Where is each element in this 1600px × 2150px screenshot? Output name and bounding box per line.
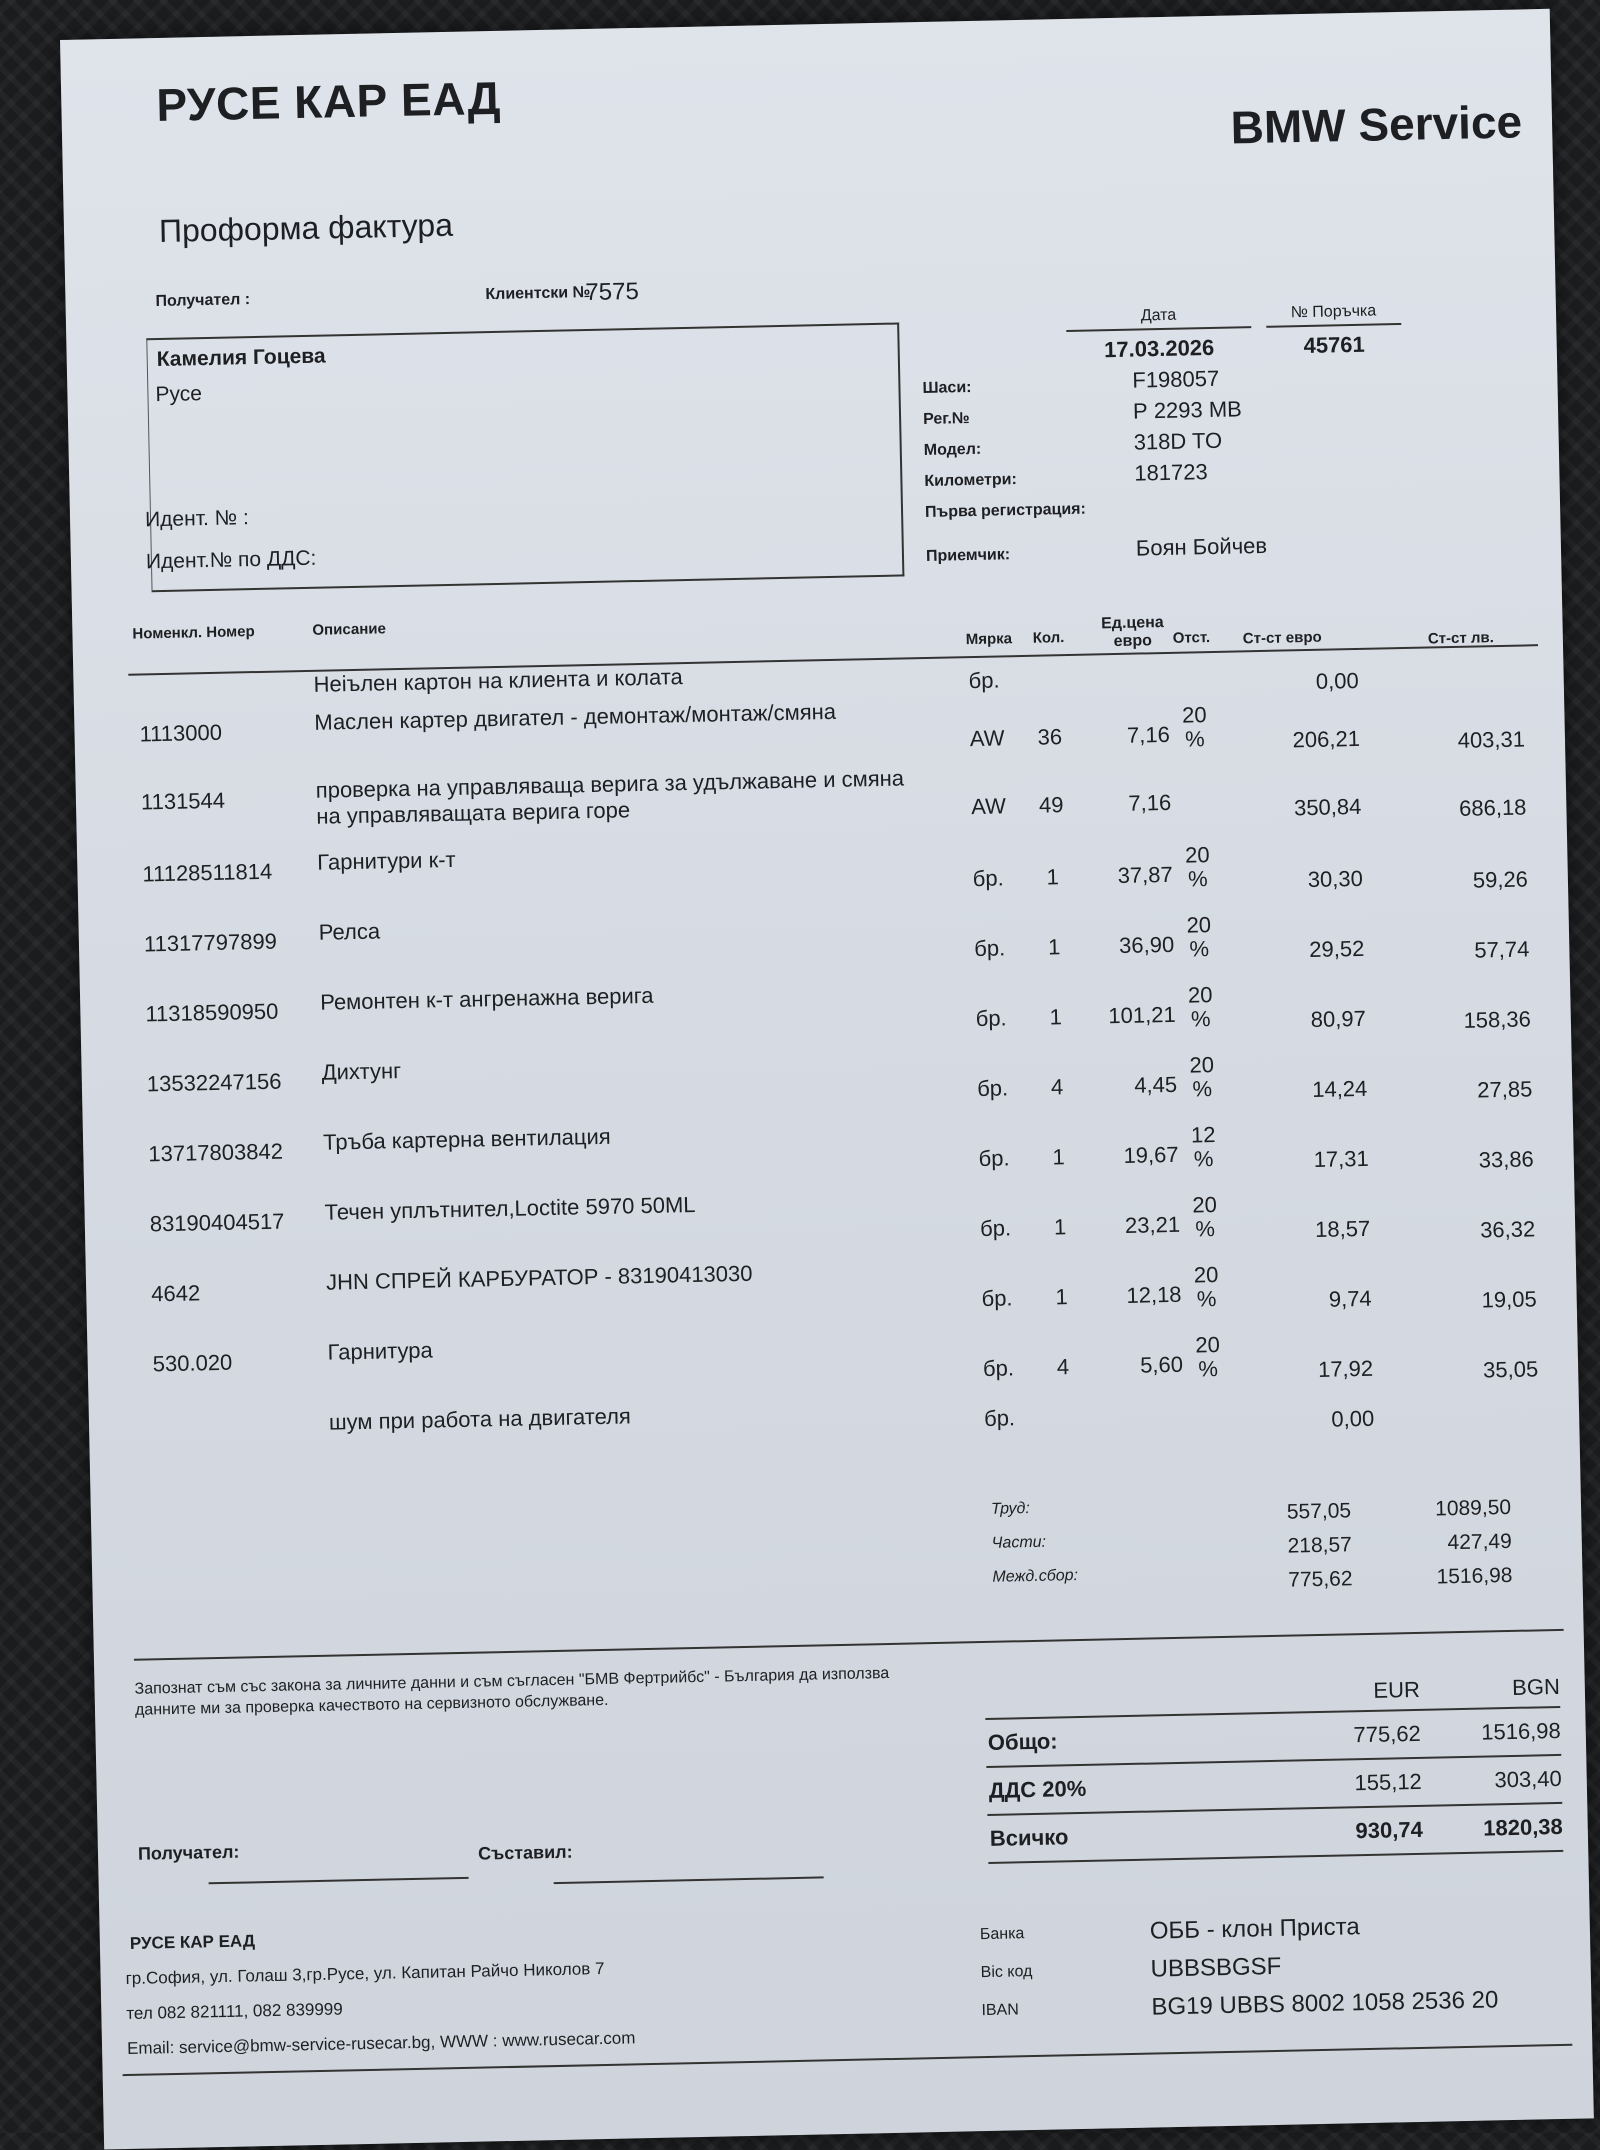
discount — [1189, 1403, 1229, 1428]
iban-label: IBAN — [981, 2001, 1019, 2020]
discount-percent-sign: % — [1198, 1356, 1219, 1382]
brand-title: BMW Service — [1230, 95, 1523, 154]
recipient-name: Камелия Гоцева — [156, 344, 326, 372]
summary-eur: 218,57 — [1287, 1533, 1353, 1558]
unit: бр. — [978, 1145, 1010, 1172]
part-number: 4642 — [151, 1280, 201, 1307]
totals-label: Общо: — [987, 1728, 1058, 1755]
document-title: Проформа фактура — [158, 206, 454, 249]
discount — [1176, 771, 1216, 796]
col-unit: Мярка — [965, 630, 1013, 649]
summary-bgn: 427,49 — [1447, 1529, 1513, 1555]
discount — [1183, 1123, 1224, 1172]
discount-percent-sign: % — [1190, 1006, 1211, 1032]
bank-details — [979, 1905, 1498, 2030]
description: Дихтунг — [321, 1058, 402, 1085]
vehicle-label: Модел: — [923, 440, 982, 459]
unit: бр. — [968, 667, 1000, 694]
discount — [1180, 983, 1221, 1032]
date-label: Дата — [1066, 305, 1251, 332]
cost-eur: 350,84 — [1293, 793, 1362, 821]
cost-bgn: 403,31 — [1457, 726, 1526, 753]
quantity: 1 — [1047, 934, 1061, 960]
vehicle-row — [925, 515, 1267, 566]
vehicle-value: Р 2293 МВ — [1132, 396, 1243, 424]
recipient-label: Получател : — [155, 291, 251, 311]
quantity: 49 — [1038, 792, 1064, 818]
unit-price: 101,21 — [1108, 1001, 1176, 1029]
discount-value: 20 — [1181, 702, 1207, 728]
vehicle-label: Рег.№ — [922, 410, 970, 429]
part-number: 13532247156 — [146, 1068, 282, 1097]
cost-eur: 0,00 — [1331, 1405, 1375, 1432]
consent-text: Запознат съм със закона за личните данни и съм съгласен "БМВ Фертрийбс" - България да използва данните ми за проверка качеството на сервизното обслужване. — [134, 1664, 890, 1719]
description: шум при работа на двигателя — [328, 1403, 632, 1435]
discount — [1187, 1333, 1228, 1382]
cost-bgn: 59,26 — [1472, 866, 1529, 893]
discount — [1181, 1053, 1222, 1102]
description: Ремонтен к-т ангренажна верига — [319, 982, 654, 1015]
discount — [1174, 703, 1215, 752]
cost-bgn: 19,05 — [1481, 1286, 1537, 1313]
quantity: 36 — [1037, 724, 1063, 750]
discount — [1179, 913, 1220, 962]
vat-ident-label: Идент.№ по ДДС: — [145, 546, 317, 574]
col-unit-price-line1: Ед.цена — [1100, 614, 1164, 633]
unit-price: 23,21 — [1124, 1211, 1181, 1238]
discount-value: 20 — [1184, 842, 1210, 868]
cost-eur: 29,52 — [1308, 935, 1365, 963]
quantity: 1 — [1052, 1144, 1065, 1170]
discount-value — [1193, 664, 1194, 689]
vehicle-value: 181723 — [1134, 459, 1208, 486]
cost-eur: 0,00 — [1315, 667, 1359, 694]
discount-value — [1209, 1402, 1210, 1427]
unit: бр. — [975, 1005, 1007, 1032]
cost-eur: 14,24 — [1311, 1075, 1368, 1103]
vehicle-label: Километри: — [924, 471, 1018, 490]
col-discount: Отст. — [1172, 629, 1211, 647]
totals-eur: 775,62 — [1353, 1720, 1422, 1748]
discount-percent-sign: % — [1195, 1216, 1216, 1242]
currency-bgn: BGN — [1511, 1673, 1561, 1700]
unit-price — [1084, 1422, 1184, 1424]
totals-block — [985, 1674, 1564, 1864]
recipient-signature-label: Получател: — [137, 1841, 240, 1864]
bic-value: UBBSBGSF — [1150, 1952, 1282, 1983]
composer-signature-line — [554, 1876, 824, 1884]
description: Релса — [318, 918, 381, 945]
cost-bgn: 158,36 — [1463, 1006, 1532, 1033]
table-body — [128, 646, 1554, 1473]
part-number: 11318590950 — [145, 998, 279, 1027]
quantity — [1034, 686, 1064, 687]
discount-value: 12 — [1190, 1122, 1216, 1148]
company-name: РУСЕ КАР ЕАД — [155, 71, 502, 131]
unit-price: 4,45 — [1134, 1071, 1178, 1098]
unit-price — [1069, 684, 1169, 686]
discount-percent-sign: % — [1193, 1146, 1214, 1172]
quantity: 1 — [1055, 1284, 1068, 1310]
unit: AW — [970, 793, 1007, 820]
part-number: 83190404517 — [149, 1208, 285, 1237]
cost-bgn: 686,18 — [1458, 794, 1527, 821]
discount-percent-sign: % — [1192, 1076, 1213, 1102]
quantity: 1 — [1046, 864, 1060, 890]
unit-price: 36,90 — [1118, 931, 1175, 959]
iban-value: BG19 UBBS 8002 1058 2536 20 — [1151, 1986, 1499, 2021]
totals-eur: 930,74 — [1355, 1816, 1424, 1844]
order-number-label: № Поръчка — [1266, 302, 1401, 328]
part-number: 13717803842 — [148, 1138, 284, 1167]
description: Течен уплътнител,Loctite 5970 50ML — [324, 1191, 696, 1225]
order-block — [1266, 302, 1402, 360]
summary-label: Межд.сбор: — [992, 1567, 1079, 1586]
footer-contact: Email: service@bmw-service-rusecar.bg, WWW : www.rusecar.com — [126, 2028, 636, 2059]
col-cost-bgn: Ст-ст лв. — [1427, 629, 1494, 648]
currency-eur: EUR — [1373, 1676, 1421, 1703]
vehicle-value: Боян Бойчев — [1135, 532, 1268, 561]
unit-price: 7,16 — [1128, 789, 1172, 816]
footer-address: гр.София, ул. Голаш 3,гр.Русе, ул. Капитан Райчо Николов 7 — [125, 1959, 605, 1989]
summary-eur: 557,05 — [1286, 1499, 1352, 1524]
discount-percent-sign: % — [1184, 726, 1205, 752]
description: Неіълен картон на клиента и колата — [313, 664, 683, 697]
unit-price: 12,18 — [1126, 1281, 1182, 1308]
part-number: 1113000 — [139, 719, 223, 747]
cost-eur: 30,30 — [1307, 865, 1364, 893]
cost-bgn: 57,74 — [1474, 936, 1530, 963]
items-table — [127, 584, 1555, 1473]
summary-label: Труд: — [990, 1500, 1031, 1518]
vehicle-value: 318D TO — [1133, 427, 1223, 455]
unit: бр. — [979, 1215, 1012, 1241]
discount-value: 20 — [1186, 912, 1212, 938]
vehicle-label: Първа регистрация: — [924, 500, 1087, 521]
cost-bgn — [1394, 1426, 1539, 1429]
unit: бр. — [981, 1285, 1013, 1311]
discount — [1177, 843, 1218, 892]
discount-value: 20 — [1187, 982, 1213, 1008]
discount-value: 20 — [1195, 1331, 1221, 1358]
cost-bgn: 35,05 — [1482, 1356, 1539, 1383]
discount-value: 20 — [1189, 1052, 1215, 1078]
discount-value: 20 — [1192, 1192, 1218, 1218]
totals-eur: 155,12 — [1354, 1768, 1423, 1796]
cost-bgn: 33,86 — [1478, 1146, 1535, 1173]
cost-bgn: 36,32 — [1479, 1216, 1536, 1243]
summary-bgn: 1089,50 — [1434, 1495, 1512, 1521]
discount — [1173, 665, 1213, 690]
summary-block — [971, 1490, 1533, 1604]
unit: бр. — [972, 865, 1004, 892]
col-part-no: Номенкл. Номер — [132, 623, 255, 643]
unit: бр. — [982, 1355, 1015, 1381]
totals-bgn: 303,40 — [1494, 1765, 1562, 1793]
discount-percent-sign: % — [1187, 866, 1208, 892]
discount-value: 20 — [1193, 1262, 1219, 1288]
vehicle-label: Приемчик: — [925, 546, 1011, 565]
invoice-paper — [60, 9, 1594, 2150]
bank-label: Банка — [979, 1925, 1025, 1944]
totals-bgn: 1820,38 — [1482, 1813, 1564, 1841]
vehicle-info — [922, 360, 1267, 566]
part-number: 530.020 — [152, 1349, 233, 1377]
cost-bgn: 27,85 — [1476, 1076, 1533, 1103]
summary-label: Части: — [991, 1533, 1047, 1552]
footer-company: РУСЕ КАР ЕАД — [129, 1931, 256, 1953]
cost-eur: 206,21 — [1292, 725, 1361, 753]
unit: бр. — [976, 1075, 1009, 1102]
summary-eur: 775,62 — [1288, 1567, 1353, 1592]
summary-bgn: 1516,98 — [1436, 1563, 1513, 1589]
description: Гарнитури к-т — [317, 846, 456, 875]
bank-value: ОББ - клон Приста — [1149, 1913, 1360, 1945]
description: Гарнитура — [327, 1337, 433, 1365]
quantity: 4 — [1050, 1074, 1064, 1100]
description: Маслен картер двигател - демонтаж/монтаж/смяна — [314, 698, 837, 735]
date-value: 17.03.2026 — [1103, 334, 1215, 363]
col-description: Описание — [312, 620, 387, 639]
part-number: 11317797899 — [143, 928, 278, 957]
discount — [1184, 1193, 1225, 1242]
part-number: 11128511814 — [142, 858, 273, 887]
order-number: 45761 — [1303, 331, 1366, 359]
vehicle-value: F198057 — [1132, 365, 1220, 393]
unit-price: 5,60 — [1139, 1351, 1184, 1378]
description: проверка на управляваща верига за удължаване и смяна на управляващата верига горе — [315, 765, 905, 829]
client-number-label: Клиентски № — [485, 283, 591, 304]
col-qty: Кол. — [1032, 629, 1065, 647]
discount-value — [1196, 770, 1197, 795]
client-number: 7575 — [585, 277, 640, 307]
bic-label: Bic код — [980, 1963, 1033, 1982]
col-unit-price — [1097, 614, 1168, 651]
cost-eur: 80,97 — [1310, 1005, 1367, 1033]
discount — [1186, 1263, 1227, 1312]
footer-phone: тел 082 821111, 082 839999 — [126, 1999, 343, 2024]
discount-percent-sign: % — [1196, 1286, 1217, 1312]
quantity: 1 — [1053, 1214, 1067, 1240]
unit-price: 37,87 — [1117, 861, 1173, 889]
description: JHN СПРЕЙ КАРБУРАТОР - 83190413030 — [325, 1260, 753, 1295]
unit: бр. — [983, 1405, 1016, 1431]
totals-label: ДДС 20% — [988, 1775, 1087, 1803]
quantity: 4 — [1056, 1354, 1070, 1380]
discount-percent-sign: % — [1189, 936, 1210, 962]
cost-eur: 9,74 — [1328, 1285, 1372, 1312]
cost-eur: 17,92 — [1317, 1355, 1374, 1382]
cost-eur: 17,31 — [1313, 1145, 1369, 1172]
part-number: 1131544 — [140, 787, 226, 815]
quantity — [1049, 1424, 1079, 1425]
unit: бр. — [973, 935, 1006, 962]
col-unit-price-line2: евро — [1113, 632, 1153, 651]
section-divider — [134, 1629, 1564, 1661]
cost-eur: 18,57 — [1314, 1215, 1371, 1242]
unit: AW — [969, 725, 1005, 752]
totals-bgn: 1516,98 — [1480, 1717, 1561, 1745]
ident-label: Идент. № : — [144, 506, 250, 532]
date-block — [1066, 305, 1252, 364]
recipient-city: Русе — [155, 382, 203, 407]
composer-signature-label: Съставил: — [477, 1841, 573, 1864]
description: Тръба картерна вентилация — [322, 1123, 611, 1155]
recipient-signature-line — [209, 1877, 469, 1884]
vehicle-label: Шаси: — [922, 378, 972, 398]
totals-label: Всичко — [989, 1824, 1069, 1851]
col-cost-eur: Ст-ст евро — [1242, 628, 1322, 648]
unit-price: 19,67 — [1123, 1141, 1179, 1168]
unit-price: 7,16 — [1126, 721, 1171, 748]
quantity: 1 — [1049, 1004, 1063, 1030]
